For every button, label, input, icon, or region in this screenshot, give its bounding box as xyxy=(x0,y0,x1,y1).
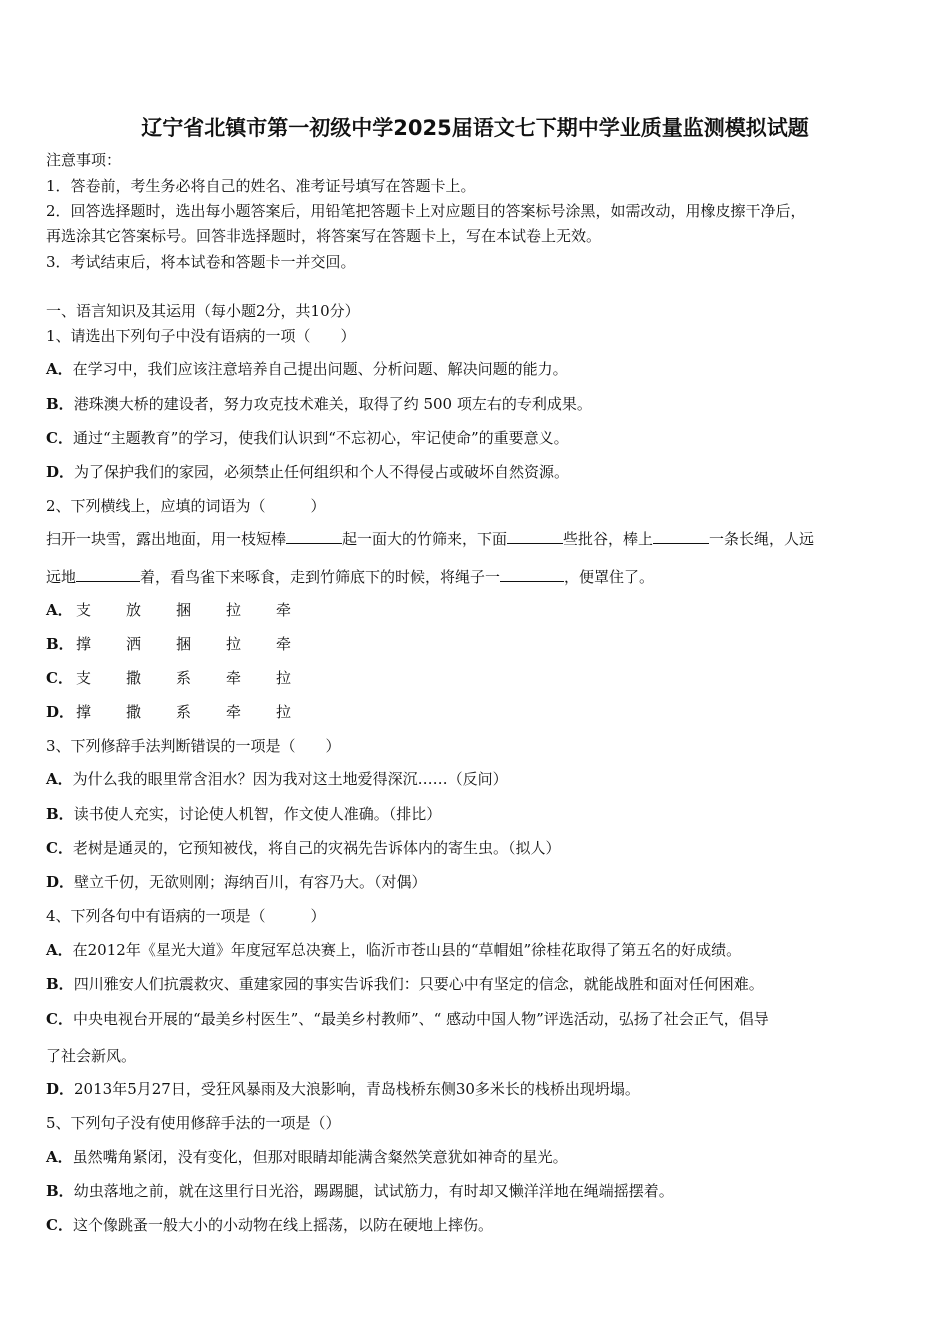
question-2-passage-line-2 xyxy=(46,567,906,587)
option-text: 四川雅安人们抗震救灾、重建家园的事实告诉我们：只要心中有坚定的信念，就能战胜和面对任何困难。 xyxy=(73,975,764,993)
question-3-option-a xyxy=(46,769,906,789)
notice-heading: 注意事项： xyxy=(46,151,122,169)
option-label: A． xyxy=(46,1148,73,1166)
option-label: B． xyxy=(46,395,74,413)
question-2-stem: 2、下列横线上，应填的词语为（ ） xyxy=(46,497,326,515)
question-3-stem: 3、下列修辞手法判断错误的一项是（ ） xyxy=(46,737,341,755)
option-label: A． xyxy=(46,360,73,378)
question-4-stem: 4、下列各句中有语病的一项是（ ） xyxy=(46,907,326,925)
option-text: 老树是通灵的，它预知被伐，将自己的灾祸先告诉体内的寄生虫。（拟人） xyxy=(72,839,561,857)
option-text: 为什么我的眼里常含泪水？因为我对这土地爱得深沉……（反问） xyxy=(72,770,508,788)
notice-item-2-cont: 再选涂其它答案标号。回答非选择题时，将答案写在答题卡上，写在本试卷上无效。 xyxy=(46,227,602,245)
option-word: 支 xyxy=(76,601,92,619)
option-text: 虽然嘴角紧闭，没有变化，但那对眼睛却能满含粲然笑意犹如神奇的星光。 xyxy=(72,1148,568,1166)
option-word: 撑 xyxy=(76,635,92,653)
option-label: D． xyxy=(46,1080,75,1098)
option-word: 撒 xyxy=(126,703,142,721)
fill-blank-2 xyxy=(507,529,563,544)
option-label: D． xyxy=(46,703,75,721)
option-word: 牵 xyxy=(276,601,292,619)
option-text: 在2012年《星光大道》年度冠军总决赛上，临沂市苍山县的“草帽姐”徐桂花取得了第五名的好成绩。 xyxy=(72,941,742,959)
question-2-option-b xyxy=(46,634,326,654)
option-word: 牵 xyxy=(226,669,242,687)
page-title: 辽宁省北镇市第一初级中学2025届语文七下期中学业质量监测模拟试题 xyxy=(141,116,809,140)
question-2-passage-line-1 xyxy=(46,529,906,549)
question-1-stem: 1、请选出下列句子中没有语病的一项（ ） xyxy=(46,327,356,345)
option-word: 洒 xyxy=(126,635,142,653)
option-label: A． xyxy=(46,601,73,619)
option-word: 拉 xyxy=(226,601,242,619)
fill-blank-3 xyxy=(653,529,709,544)
option-label: B． xyxy=(46,975,74,993)
question-2-option-c xyxy=(46,668,326,688)
option-word: 拉 xyxy=(226,635,242,653)
option-label: C． xyxy=(46,1010,73,1028)
option-word: 系 xyxy=(176,669,192,687)
passage-text: 远地 xyxy=(46,568,77,586)
option-word: 捆 xyxy=(176,635,192,653)
question-1-option-a xyxy=(46,359,906,379)
question-1-option-d xyxy=(46,462,906,482)
question-3-option-c xyxy=(46,838,906,858)
option-text: 幼虫落地之前，就在这里行日光浴，踢踢腿，试试筋力，有时却又懒洋洋地在绳端摇摆着。 xyxy=(73,1182,674,1200)
question-5-option-b xyxy=(46,1181,906,1201)
option-text: 港珠澳大桥的建设者，努力攻克技术难关，取得了约 500 项左右的专利成果。 xyxy=(73,395,592,413)
fill-blank-4 xyxy=(76,567,140,582)
option-label: C． xyxy=(46,429,73,447)
notice-item-1: 1．答卷前，考生务必将自己的姓名、准考证号填写在答题卡上。 xyxy=(46,177,476,195)
option-label: C． xyxy=(46,669,73,687)
passage-text: 些批谷，棒上 xyxy=(563,530,654,548)
option-label: C． xyxy=(46,839,73,857)
option-label: B． xyxy=(46,635,74,653)
question-1-option-c xyxy=(46,428,906,448)
option-word: 系 xyxy=(176,703,192,721)
question-3-option-d xyxy=(46,872,906,892)
question-4-option-b xyxy=(46,974,906,994)
option-word: 拉 xyxy=(276,669,292,687)
option-word: 拉 xyxy=(276,703,292,721)
option-label: D． xyxy=(46,873,75,891)
option-word: 撑 xyxy=(76,703,92,721)
question-1-option-b xyxy=(46,394,906,414)
option-text: 通过“主题教育”的学习，使我们认识到“不忘初心，牢记使命”的重要意义。 xyxy=(72,429,569,447)
option-text: 为了保护我们的家园，必须禁止任何组织和个人不得侵占或破坏自然资源。 xyxy=(74,463,570,481)
passage-text: 着，看鸟雀下来啄食，走到竹筛底下的时候，将绳子一 xyxy=(140,568,501,586)
option-label: B． xyxy=(46,1182,74,1200)
option-word: 牵 xyxy=(276,635,292,653)
question-4-option-c xyxy=(46,1009,906,1029)
option-text: 2013年5月27日，受狂风暴雨及大浪影响，青岛栈桥东侧30多米长的栈桥出现坍塌。 xyxy=(74,1080,640,1098)
fill-blank-1 xyxy=(286,529,342,544)
passage-text: ，便罩住了。 xyxy=(564,568,655,586)
question-3-option-b xyxy=(46,804,906,824)
passage-text: 扫开一块雪，露出地面，用一枝短棒 xyxy=(46,530,287,548)
option-label: D． xyxy=(46,463,75,481)
question-5-option-c xyxy=(46,1215,906,1235)
question-2-option-d xyxy=(46,702,326,722)
option-word: 放 xyxy=(126,601,142,619)
question-2-option-a xyxy=(46,600,326,620)
option-label: C． xyxy=(46,1216,73,1234)
notice-item-3: 3．考试结束后，将本试卷和答题卡一并交回。 xyxy=(46,253,356,271)
option-text: 了社会新风。 xyxy=(46,1047,137,1065)
option-text: 中央电视台开展的“最美乡村医生”、“最美乡村教师”、“ 感动中国人物”评选活动，弘扬了社会正气，倡导 xyxy=(72,1010,769,1028)
option-text: 这个像跳蚤一般大小的小动物在线上摇荡，以防在硬地上摔伤。 xyxy=(72,1216,493,1234)
section-heading: 一、语言知识及其运用（每小题2分，共10分） xyxy=(46,302,360,320)
option-word: 撒 xyxy=(126,669,142,687)
option-text: 壁立千仞，无欲则刚；海纳百川，有容乃大。（对偶） xyxy=(74,873,427,891)
option-label: B． xyxy=(46,805,74,823)
question-4-option-c-cont xyxy=(46,1046,906,1066)
option-word: 捆 xyxy=(176,601,192,619)
option-word: 支 xyxy=(76,669,92,687)
question-5-stem: 5、下列句子没有使用修辞手法的一项是（） xyxy=(46,1114,341,1132)
question-5-option-a xyxy=(46,1147,906,1167)
option-label: A． xyxy=(46,941,73,959)
notice-item-2: 2．回答选择题时，选出每小题答案后，用铅笔把答题卡上对应题目的答案标号涂黑，如需改动，用橡皮擦干净后， xyxy=(46,202,806,220)
question-4-option-a xyxy=(46,940,906,960)
question-4-option-d xyxy=(46,1079,906,1099)
option-text: 在学习中，我们应该注意培养自己提出问题、分析问题、解决问题的能力。 xyxy=(72,360,568,378)
passage-text: 起一面大的竹筛来，下面 xyxy=(342,530,508,548)
fill-blank-5 xyxy=(500,567,564,582)
option-word: 牵 xyxy=(226,703,242,721)
option-text: 读书使人充实，讨论使人机智，作文使人准确。（排比） xyxy=(73,805,442,823)
passage-text: 一条长绳，人远 xyxy=(709,530,815,548)
option-label: A． xyxy=(46,770,73,788)
